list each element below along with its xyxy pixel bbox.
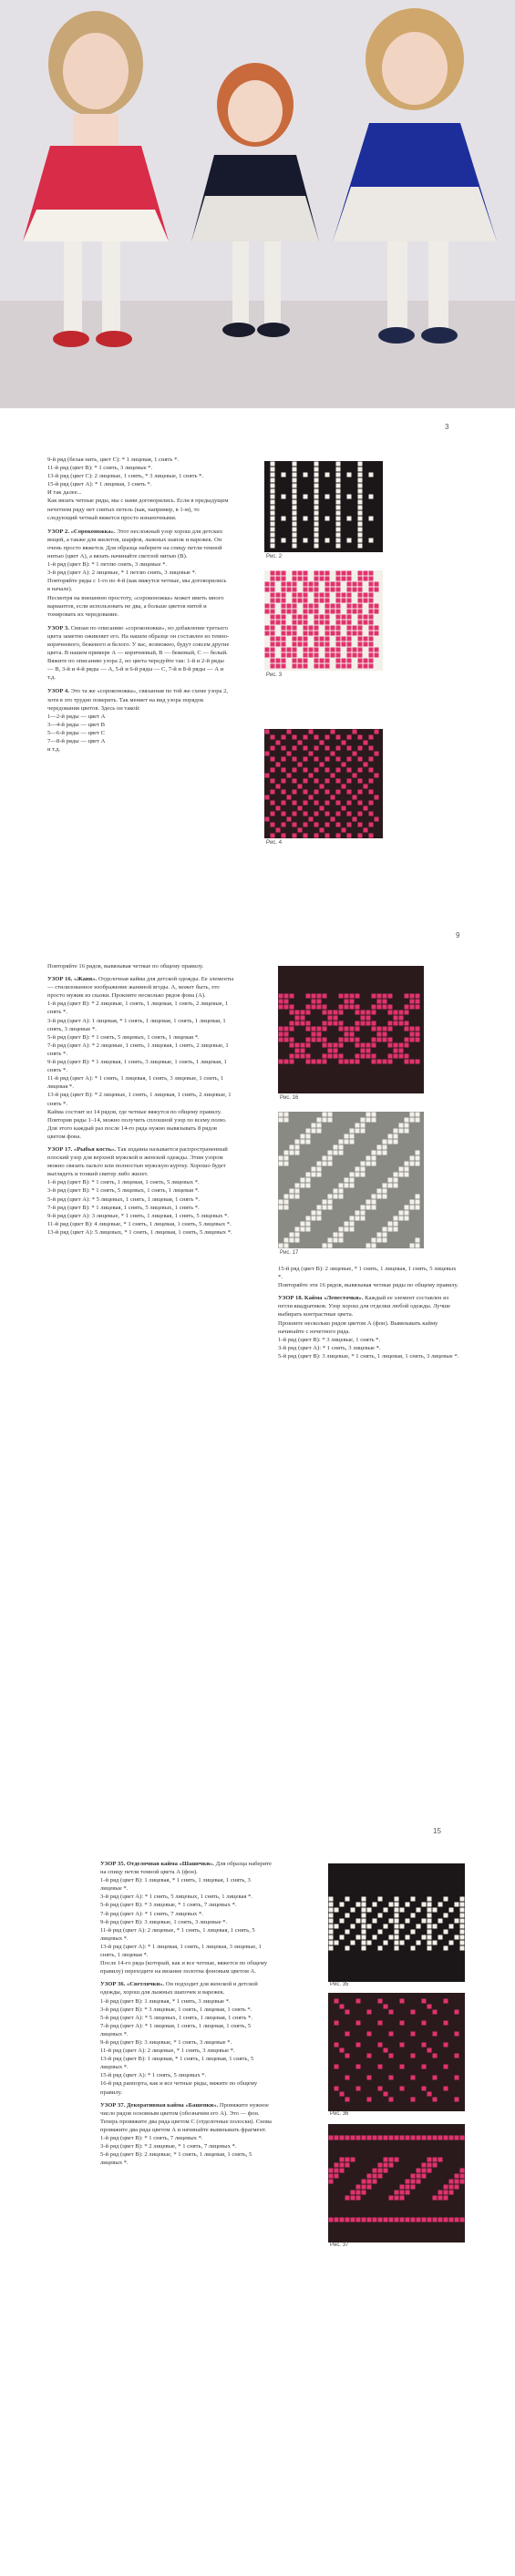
text-line: Он подходит для женской и детской одежды, хорош для лыжных шапочек и варежек. [100, 1981, 258, 1996]
pattern-title: УЗОР 35. Отделочная кайма «Шашечки». [100, 1861, 214, 1867]
text-line: 13-й ряд (цвет А): * 1 лицевая, 1 снять, 1 лицевая, 3 лицевые, 1 снять, 1 лицевая *. [100, 1943, 262, 1959]
text-line: 1-й ряд (цвет В): * 1 снять, 7 лицевых *. [100, 2135, 203, 2141]
pattern-title: УЗОР 16. «Жаня». [47, 976, 98, 983]
text-column [47, 456, 230, 754]
pattern-title: УЗОР 2. «Сороконожка». [47, 528, 116, 535]
text-column [47, 962, 234, 1237]
text-line: 9-й ряд (белая нить, цвет С): * 1 лицевая, 1 снять *. [47, 457, 180, 463]
knit-swatch-fig17 [278, 1112, 424, 1248]
figure-caption: Рис. 37 [330, 2242, 349, 2248]
text-line: 11-й ряд (цвет В): * 1 снять, 3 лицевые *. [47, 465, 153, 472]
text-line: 7-й ряд (цвет А): * 1 снять, 7 лицевых *. [100, 1910, 203, 1917]
text-line: 13-й ряд (цвет С): 2 лицевые, 1 снять, * 3 лицевые, 1 снять *. [47, 473, 204, 480]
text-line: Этот несложный узор хорош для детских вещей, а также для жилетов, шарфов, лыжных шапок и варежек. Он очень просто вяжется. Для образца наберите на спицу петли темной нитью (цвет А), а вязать начинайте светлой нитью (В). [47, 528, 223, 560]
page-number: 9 [456, 931, 460, 939]
text-line: 1-й ряд (цвет В): 1 лицевая, * 1 снять, 3 лицевые *. [100, 1997, 231, 2005]
text-line: 13-й ряд (цвет В): 1 лицевая, * 1 снять, 1 лицевая, 1 снять, 5 лицевых *. [100, 2056, 254, 2071]
text-line: 16-й ряд раппорта, как и все четные ряды, вяжите по общему правилу. [100, 2080, 258, 2096]
text-line: 9-й ряд (цвет В): 3 лицевые, 1 снять, 3 лицевые *. [100, 1918, 228, 1925]
text-line: 1-й ряд (цвет В): * 1 снять, 1 лицевая, 1 снять, 5 лицевых *. [47, 1179, 200, 1186]
page-number: 15 [433, 1827, 441, 1835]
text-line: 5—6-й ряды — цвет С [47, 729, 106, 736]
text-line: 3-й ряд (цвет В): * 2 лицевые, * 1 снять, 7 лицевых *. [100, 2143, 237, 2150]
text-line: 1-й ряд (цвет В): * 2 лицевые, 1 снять, 1 лицевая, 1 снять, 2 лицевые, 1 снять *. [47, 1001, 229, 1016]
text-line: Провяжите нужное число рядов основным цветом (обозначим его А). Это — фон. [100, 2101, 269, 2117]
text-line: Повторяйте 16 рядов, вывязывая четные по общему правилу. [47, 963, 204, 970]
text-line: Прокните несколько рядов цветом А (фон). Вывязывать кайму начинайте с нечетного ряда. [278, 1319, 438, 1335]
text-line: 5-й ряд (цвет В): 3 лицевые, * 1 снять, 1 лицевая, 1 снять, 3 лицевые *. [278, 1352, 459, 1360]
figure-caption: Рис. 3 [266, 672, 283, 678]
text-line: 11-й ряд (цвет В): 4 лицевые, * 1 снять, 1 лицевая, 1 снять, 5 лицевых *. [47, 1220, 232, 1227]
text-line: 5-й ряд (цвет А): * 5 лицевых, 1 снять, 1 лицевая, 1 снять *. [47, 1196, 201, 1203]
text-line: 15-й ряд (цвет А): * 1 снять, 5 лицевых *. [100, 2072, 207, 2079]
pattern-title: УЗОР 3. [47, 624, 69, 631]
text-line: 3-й ряд (цвет А): 1 лицевая, * 1 снять, 1 лицевая, 1 снять, 1 лицевая, 1 снять, 3 лицевые *. [47, 1017, 226, 1032]
text-line: 9-й ряд (цвет В): 3 лицевые, * 1 снять, 3 лицевые *. [100, 2038, 232, 2046]
text-line: Теперь провяжите два ряда цветом С (отделочные полоски). Снова провяжите два ряда цветом А и начинайте вывязывать фрагмент. [100, 2118, 272, 2133]
page-9 [0, 920, 515, 1431]
text-line: 5-й ряд (цвет В): * 3 лицевые, * 1 снять, 7 лицевых *. [100, 1902, 237, 1909]
text-line: И так далее... [47, 489, 82, 497]
knit-swatch-fig16 [278, 966, 424, 1093]
text-column [278, 1265, 460, 1360]
text-line: 9-й ряд (цвет В): * 1 лицевая, 1 снять, 3 лицевые, 1 снять, 1 лицевая, 1 снять *. [47, 1059, 227, 1074]
text-column [100, 1860, 273, 2167]
figure-caption: Рис. 2 [266, 554, 283, 559]
text-line: Как вязать четные ряды, мы с вами договорились. Если в предыдущем нечетном ряду нет снятых петель (как, например, в 1-м), то следующий четный вяжется просто изнаночными. [47, 498, 229, 521]
text-line: 3-й ряд (цвет А): * 1 снять, 5 лицевых, 1 снять, 1 лицевая *. [100, 1894, 253, 1901]
text-line: 9-й ряд (цвет А): 3 лицевые, * 1 снять, 1 лицевая, 1 снять, 5 лицевых *. [47, 1212, 230, 1219]
text-line: Кайма состоит из 14 рядов, где четные вяжутся по общему правилу. Повторив ряды 1–14, можно получить сплошной узор по всему полю. Для этого каждый раз после 14-го ряда нужно вывязывать 8 рядов цветом фона. [47, 1108, 227, 1140]
page-number: 3 [445, 423, 449, 431]
text-line: 3—4-й ряды — цвет В [47, 721, 106, 728]
text-line: 7-й ряд (цвет А): * 1 лицевая, 1 снять, 1 лицевая, 1 снять, 5 лицевых *. [100, 2022, 252, 2037]
text-line: и т.д. [47, 746, 61, 754]
text-line: 11-й ряд (цвет А): 2 лицевые, * 1 снять, 1 лицевая, 1 снять, 5 лицевых *. [100, 1926, 255, 1942]
knit-swatch-fig4 [264, 729, 383, 838]
text-line: 7-й ряд (цвет В): * 1 лицевая, 1 снять, 5 лицевых, 1 снять *. [47, 1204, 200, 1211]
text-line: 3-й ряд (цвет В): * 1 снять, 5 лицевых, 1 снять, 1 лицевая *. [47, 1187, 200, 1195]
text-line: Отделочная кайма для детской одежды. Ее элементы — стилизованное изображение жаниной ягоды. А, может быть, это просто мужик из сказки. Прокните несколько рядов фона (А). [47, 976, 234, 1000]
text-line: Повторяйте эти 16 рядов, вывязывая четные ряды по общему правилу. [278, 1282, 458, 1289]
text-line: Несмотря на внешнюю простоту, «сороконожка» может иметь много вариантов, если использовать не два, а больше цветов нитей и тонировать их чередование. [47, 594, 224, 618]
knit-swatch-fig3 [264, 570, 383, 671]
text-line: Каждый ее элемент составлен из петли квадратиков. Узор хорош для отделки любой одежды. Лучше выбирать контрастные цвета. [278, 1295, 451, 1319]
dolls-illustration [0, 0, 515, 408]
text-line: 5-й ряд (цвет В): 2 лицевые, * 1 снять, 1 лицевая, 1 снять, 5 лицевых *. [100, 2151, 252, 2167]
text-line: Это та же «сороконожка», связанная по той же схеме узора 2, хотя в это трудно поверить. Так меняет на вид узора порядок чередования цветов. Здесь он такой: [47, 688, 229, 712]
text-line: 15-й ряд (цвет В): 2 лицевые, * 1 снять, 1 лицевая, 1 снять, 5 лицевых *. [278, 1266, 457, 1281]
text-line: 1-й ряд (цвет В): * 3 лицевые, 1 снять *. [278, 1336, 381, 1343]
figure-caption: Рис. 16 [280, 1095, 299, 1101]
pattern-title: УЗОР 17. «Рыбья кость». [47, 1145, 117, 1153]
pattern-title: УЗОР 37. Декоративная кайма «Башенки». [100, 2101, 219, 2109]
text-line: 11-й ряд (цвет А): * 1 снять, 1 лицевая, 1 снять, 3 лицевые, 1 снять, 1 лицевая *. [47, 1075, 224, 1091]
text-line: 1-й ряд (цвет В): 1 лицевая, * 1 снять, 1 лицевая, 1 снять, 3 лицевые *. [100, 1877, 251, 1893]
text-line: 5-й ряд (цвет В): * 1 снять, 5 лицевых, 1 снять, 1 лицевая *. [47, 1033, 200, 1041]
figure-caption: Рис. 35 [330, 1982, 349, 1987]
text-line: 3-й ряд (цвет В): * 3 лицевые, 1 снять, 1 лицевая, 1 снять *. [100, 2006, 252, 2013]
text-line: 15-й ряд (цвет А): * 1 лицевая, 1 снять *. [47, 481, 152, 488]
dolls-photo [0, 0, 515, 408]
figure-caption: Рис. 36 [330, 2111, 349, 2117]
text-line: После 14-го ряда (который, как и все четные, вяжется по общему правилу) переходите на вязание полотна фоновым цветом А. [100, 1960, 268, 1976]
knit-swatch-fig35 [328, 1863, 465, 1982]
pattern-title: УЗОР 4. [47, 688, 69, 695]
page-3 [0, 408, 515, 919]
figure-caption: Рис. 17 [280, 1250, 299, 1256]
text-line: 13-й ряд (цвет В): * 2 лицевые, 1 снять, 1 лицевая, 1 снять, 2 лицевые, 1 снять *. [47, 1092, 232, 1107]
figure-caption: Рис. 4 [266, 840, 283, 846]
text-line: Так издавна называется распространенный плоский узор для верхней мужской и женской одежды. Этим узором можно связать пальто или полностью мужскую куртку. Хорошо будет выглядеть и тонкий свитер либо жилет. [47, 1145, 228, 1178]
knit-swatch-fig2 [264, 461, 383, 552]
text-line: Для образца наберите на спицу петли темной цвета А (фон). [100, 1861, 272, 1876]
knit-swatch-fig37 [328, 2124, 465, 2242]
text-line: 1-й ряд (цвет В): * 1 петлю снять, 3 лицевые *. [47, 561, 168, 569]
page-15 [0, 1827, 515, 2574]
text-line: 1—2-й ряды — цвет А [47, 713, 106, 720]
text-line: 7-й ряд (цвет А): * 2 лицевые, 1 снять, 1 лицевая, 1 снять, 2 лицевые, 1 снять *. [47, 1042, 229, 1057]
text-line: 7—8-й ряды — цвет А [47, 738, 106, 744]
knit-swatch-fig36 [328, 1993, 465, 2111]
text-line: 3-й ряд (цвет А): 2 лицевые, * 1 петлю снять, 3 лицевые *. [47, 570, 197, 577]
pattern-title: УЗОР 36. «Светлячки». [100, 1981, 165, 1988]
text-line: 5-й ряд (цвет А): * 5 лицевых, 1 снять, 1 лицевая, 1 снять *. [100, 2014, 253, 2021]
pattern-title: УЗОР 18. Кайма «Лепесточки». [278, 1295, 364, 1302]
text-line: 11-й ряд (цвет А): 2 лицевые, * 1 снять, 3 лицевые *. [100, 2047, 235, 2055]
text-line: 13-й ряд (цвет А): 5 лицевых, * 1 снять, 1 лицевая, 1 снять, 5 лицевых *. [47, 1228, 232, 1236]
text-line: 3-й ряд (цвет А): * 1 снять, 3 лицевые *. [278, 1344, 381, 1351]
text-line: Повторяйте ряды с 1-го по 4-й (как вяжутся четные, мы договорились в начале). [47, 578, 227, 593]
text-line: Связан по описанию «сороконожки», но добавление третьего цвета заметно оживляет его. На нашем образце он составлен из темно-коричневого, бежевого и белого. У вас, возможно, будут совсем другие цвета. В нашем примере А — коричневый, В — бежевый, С — белый. Вяжите по описанию узора 2, но цвета чередуйте так: 1-й и 2-й ряды — В, 3-й и 4-й ряды — А, 5-й и 6-й ряды — С, 7-й и 8-й ряды — А и т.д. [47, 624, 230, 682]
